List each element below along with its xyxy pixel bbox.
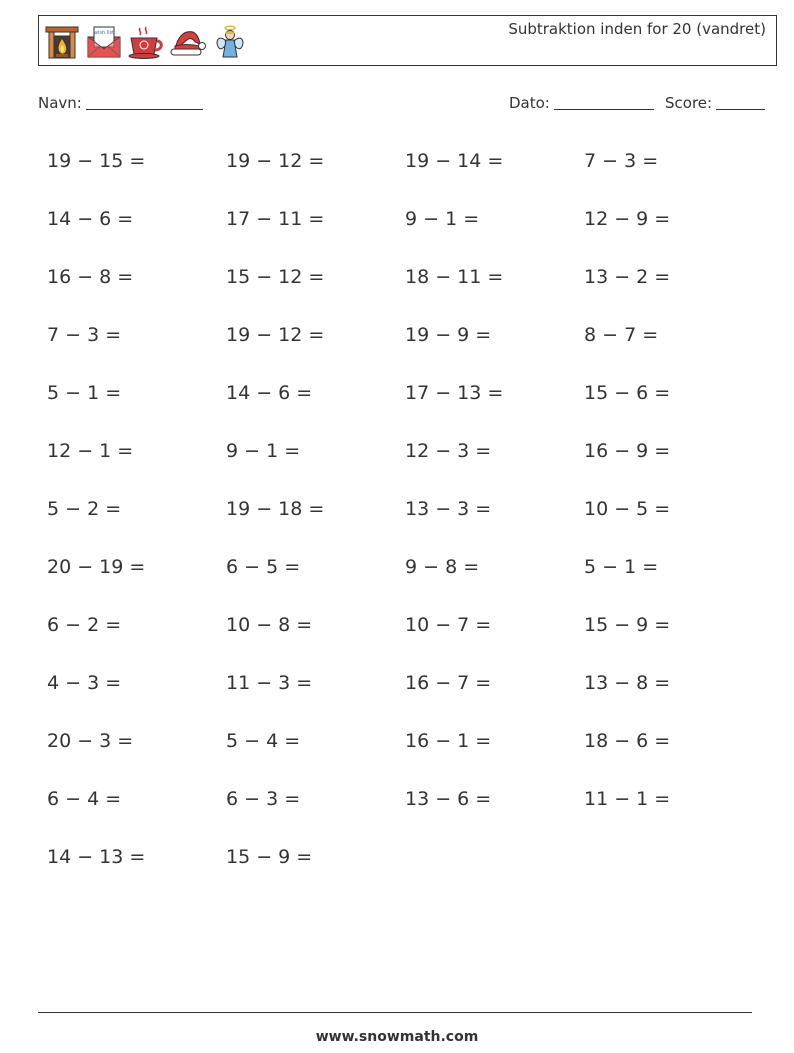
angel-icon — [211, 24, 249, 60]
name-field[interactable] — [38, 93, 203, 112]
fireplace-icon — [43, 24, 81, 60]
problem-r13-c2: 15 − 9 = — [226, 846, 313, 868]
problem-r5-c2: 14 − 6 = — [226, 382, 313, 404]
problem-r13-c1: 14 − 13 = — [47, 846, 146, 868]
letter-icon — [85, 24, 123, 60]
footer-divider — [38, 1012, 752, 1013]
problem-r7-c1: 5 − 2 = — [47, 498, 122, 520]
footer-website: www.snowmath.com — [315, 1029, 479, 1045]
problem-r7-c3: 13 − 3 = — [405, 498, 492, 520]
score-label: Score: — [665, 94, 713, 112]
worksheet-header — [38, 15, 777, 66]
problem-r5-c1: 5 − 1 = — [47, 382, 122, 404]
problem-r7-c2: 19 − 18 = — [226, 498, 325, 520]
problem-r9-c3: 10 − 7 = — [405, 614, 492, 636]
problem-r12-c3: 13 − 6 = — [405, 788, 492, 810]
problem-r10-c3: 16 − 7 = — [405, 672, 492, 694]
problem-r3-c3: 18 − 11 = — [405, 266, 504, 288]
problem-r6-c1: 12 − 1 = — [47, 440, 134, 462]
date-label: Dato: — [509, 94, 550, 112]
problem-r12-c4: 11 − 1 = — [584, 788, 671, 810]
problem-r2-c2: 17 − 11 = — [226, 208, 325, 230]
score-field[interactable] — [665, 93, 765, 112]
date-field[interactable] — [509, 93, 654, 112]
name-label: Navn: — [38, 94, 82, 112]
problem-r4-c2: 19 − 12 = — [226, 324, 325, 346]
problem-r1-c2: 19 − 12 = — [226, 150, 325, 172]
problem-r8-c1: 20 − 19 = — [47, 556, 146, 578]
score-blank-line[interactable] — [716, 93, 765, 110]
problem-r11-c4: 18 − 6 = — [584, 730, 671, 752]
problem-r11-c1: 20 − 3 = — [47, 730, 134, 752]
problem-r6-c4: 16 − 9 = — [584, 440, 671, 462]
problem-r8-c2: 6 − 5 = — [226, 556, 301, 578]
letter-text: wish list — [93, 30, 115, 36]
santa-hat-icon — [169, 24, 207, 60]
problem-r7-c4: 10 − 5 = — [584, 498, 671, 520]
date-blank-line[interactable] — [554, 93, 654, 110]
problem-r5-c4: 15 − 6 = — [584, 382, 671, 404]
problem-r12-c1: 6 − 4 = — [47, 788, 122, 810]
problem-r9-c2: 10 − 8 = — [226, 614, 313, 636]
problem-r4-c1: 7 − 3 = — [47, 324, 122, 346]
problem-r9-c1: 6 − 2 = — [47, 614, 122, 636]
problem-r11-c3: 16 − 1 = — [405, 730, 492, 752]
problem-r6-c3: 12 − 3 = — [405, 440, 492, 462]
problem-r1-c1: 19 − 15 = — [47, 150, 146, 172]
problem-r11-c2: 5 − 4 = — [226, 730, 301, 752]
problem-r10-c4: 13 − 8 = — [584, 672, 671, 694]
problem-r1-c3: 19 − 14 = — [405, 150, 504, 172]
problem-r6-c2: 9 − 1 = — [226, 440, 301, 462]
problem-r3-c4: 13 − 2 = — [584, 266, 671, 288]
problem-r10-c2: 11 − 3 = — [226, 672, 313, 694]
header-icons — [43, 24, 249, 60]
problem-r10-c1: 4 − 3 = — [47, 672, 122, 694]
problem-r4-c3: 19 − 9 = — [405, 324, 492, 346]
problem-r4-c4: 8 − 7 = — [584, 324, 659, 346]
problem-r1-c4: 7 − 3 = — [584, 150, 659, 172]
name-blank-line[interactable] — [86, 93, 203, 110]
problem-r8-c4: 5 − 1 = — [584, 556, 659, 578]
problem-r9-c4: 15 − 9 = — [584, 614, 671, 636]
problem-r2-c3: 9 − 1 = — [405, 208, 480, 230]
problem-r2-c4: 12 − 9 = — [584, 208, 671, 230]
problem-r12-c2: 6 − 3 = — [226, 788, 301, 810]
problem-r3-c1: 16 − 8 = — [47, 266, 134, 288]
problem-r5-c3: 17 − 13 = — [405, 382, 504, 404]
problem-r8-c3: 9 − 8 = — [405, 556, 480, 578]
problem-r2-c1: 14 − 6 = — [47, 208, 134, 230]
worksheet-title: Subtraktion inden for 20 (vandret) — [508, 20, 766, 38]
problem-r3-c2: 15 − 12 = — [226, 266, 325, 288]
hot-drink-cup-icon — [127, 24, 165, 60]
